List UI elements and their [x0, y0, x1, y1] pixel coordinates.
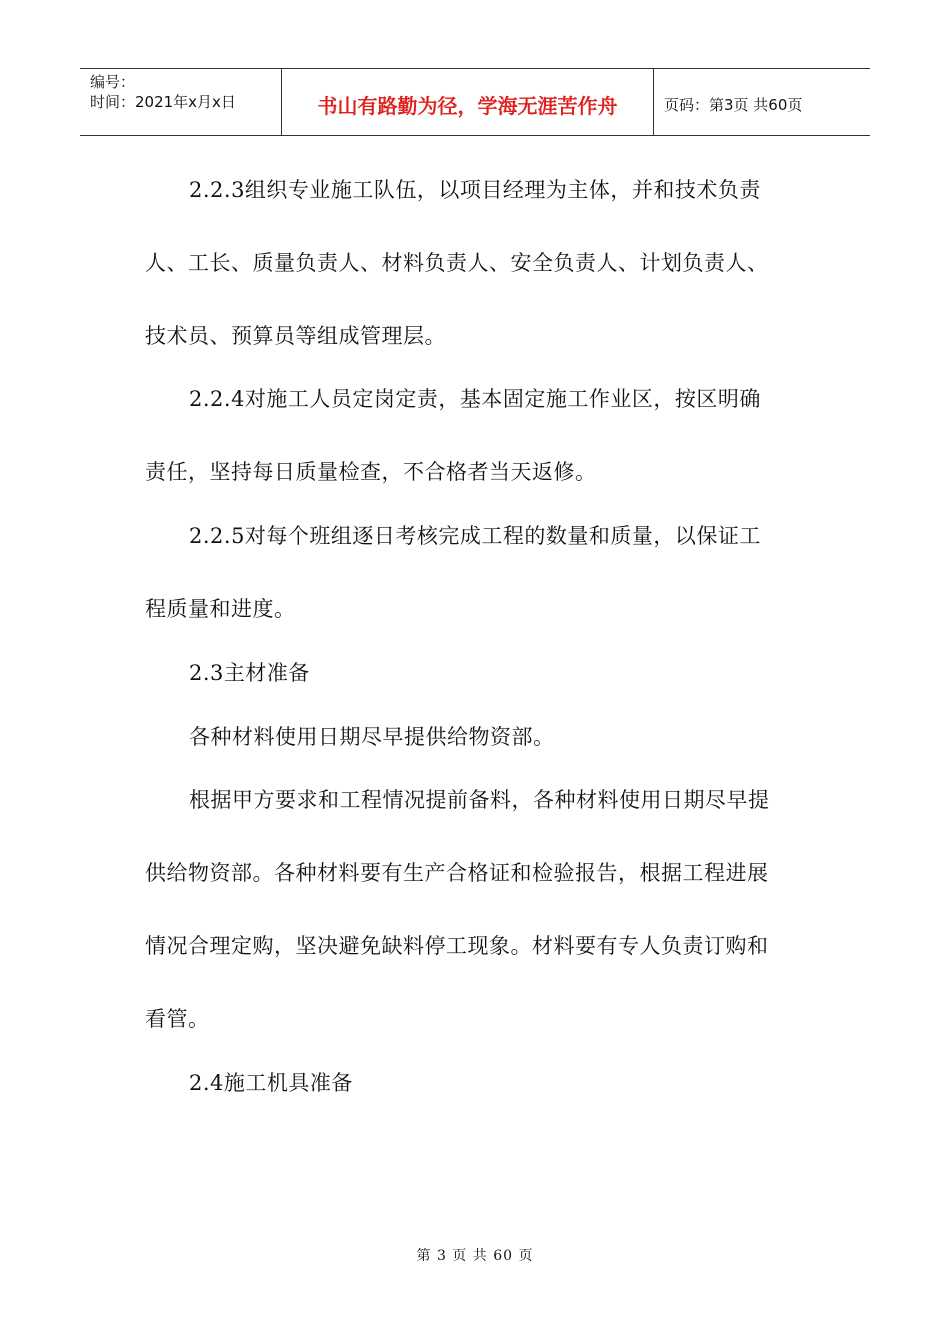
section-heading: 2.4施工机具准备: [189, 1071, 353, 1095]
document-header: [80, 68, 870, 136]
header-page-info: 页码：第3页 共60页: [664, 95, 803, 114]
page-footer: 第 3 页 共 60 页: [416, 1248, 534, 1264]
paragraph-line: 2.2.3组织专业施工队伍，以项目经理为主体，并和技术负责: [189, 178, 761, 202]
paragraph-line: 程质量和进度。: [145, 597, 296, 621]
paragraph-line: 人、工长、质量负责人、材料负责人、安全负责人、计划负责人、: [145, 251, 769, 275]
paragraph-line: 看管。: [145, 1007, 210, 1031]
time-label: 时间：2021年x月x日: [90, 93, 236, 111]
header-meta: [80, 69, 282, 135]
paragraph-line: 技术员、预算员等组成管理层。: [145, 324, 446, 348]
paragraph-line: 各种材料使用日期尽早提供给物资部。: [189, 725, 555, 749]
paragraph-line: 2.2.4对施工人员定岗定责，基本固定施工作业区，按区明确: [189, 387, 761, 411]
paragraph-line: 根据甲方要求和工程情况提前备料，各种材料使用日期尽早提: [189, 788, 770, 812]
number-label: 编号：: [90, 73, 136, 91]
paragraph-line: 情况合理定购，坚决避免缺料停工现象。材料要有专人负责订购和: [145, 934, 769, 958]
paragraph-line: 责任，坚持每日质量检查，不合格者当天返修。: [145, 460, 597, 484]
section-heading: 2.3主材准备: [189, 661, 310, 685]
paragraph-line: 供给物资部。各种材料要有生产合格证和检验报告，根据工程进展: [145, 861, 769, 885]
header-motto: 书山有路勤为径，学海无涯苦作舟: [282, 69, 654, 135]
paragraph-line: 2.2.5对每个班组逐日考核完成工程的数量和质量，以保证工: [189, 524, 761, 548]
